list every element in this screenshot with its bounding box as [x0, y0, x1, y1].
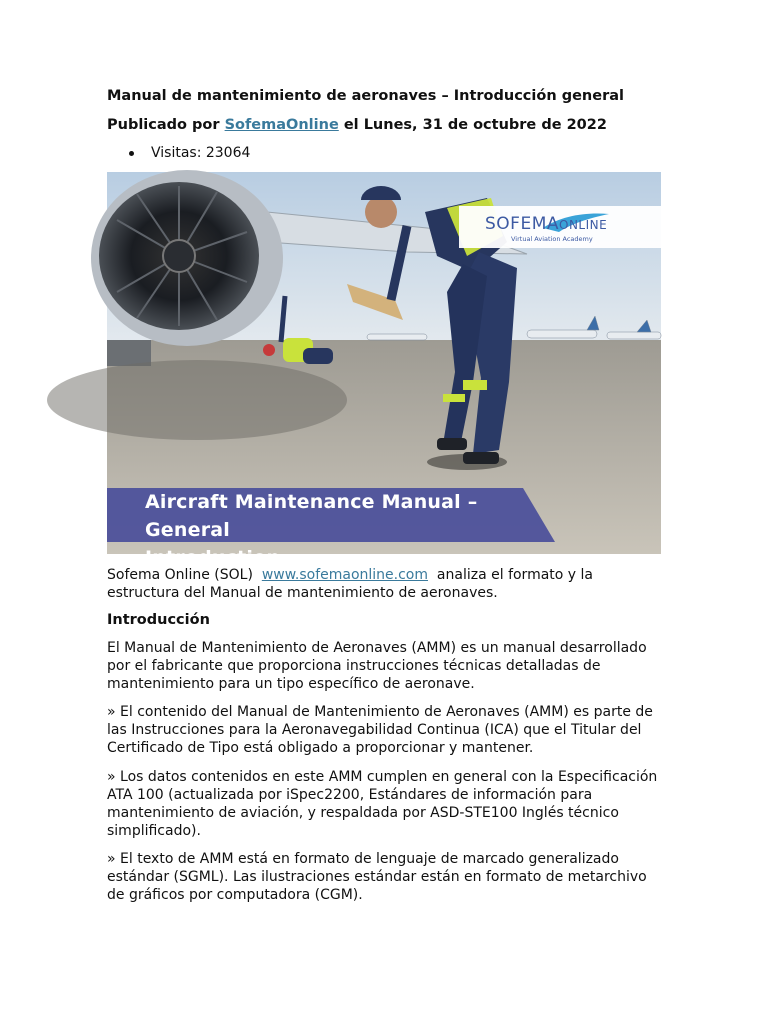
banner-line-1: Aircraft Maintenance Manual – General: [145, 491, 478, 541]
sofema-website-link[interactable]: www.sofemaonline.com: [261, 567, 429, 583]
author-link[interactable]: SofemaOnline: [224, 117, 339, 133]
meta-list: [107, 144, 250, 162]
intro-prefix: Sofema Online (SOL): [107, 567, 253, 583]
paragraph-1: El Manual de Mantenimiento de Aeronaves (AMM) es un manual desarrollado por el fabricante que proporciona instrucciones técnicas detalladas de mantenimiento para un tipo específico de aeronave.: [107, 640, 647, 692]
paragraph-2: » El contenido del Manual de Mantenimiento de Aeronaves (AMM) es parte de las Instrucciones para la Aeronavegabilidad Continua (ICA) que el Titular del Certificado de Tipo está obligado a proporcionar y mantener.: [107, 704, 653, 756]
intro-suffix: analiza el formato y la estructura del Manual de mantenimiento de aeronaves.: [107, 567, 593, 601]
byline: [107, 115, 607, 135]
intro-paragraph: [107, 566, 663, 602]
byline-date: el Lunes, 31 de octubre de 2022: [343, 117, 607, 133]
article-title: Manual de mantenimiento de aeronaves – Introducción general: [107, 88, 624, 104]
paragraph-3: » Los datos contenidos en este AMM cumplen en general con la Especificación ATA 100 (actualizada por iSpec2200, Estándares de información para mantenimiento de aviación, y respaldada por ASD-STE100 Inglés técnico simplificado).: [107, 769, 658, 839]
visits-count: Visitas: 23064: [107, 144, 250, 162]
hero-image: [107, 172, 661, 569]
logo-tagline: Virtual Aviation Academy: [511, 235, 593, 243]
paragraph-4: » El texto de AMM está en formato de lenguaje de marcado generalizado estándar (SGML). Las ilustraciones estándar están en formato de metarchivo de gráficos por computadora (CGM).: [107, 851, 647, 903]
logo-main-text: SOFEMA: [485, 214, 559, 234]
byline-prefix: Publicado por: [107, 117, 220, 133]
logo-suffix: ONLINE: [559, 218, 608, 232]
sofema-logo: [459, 206, 661, 248]
section-heading: Introducción: [107, 612, 210, 628]
banner-line-2: Introduction: [145, 547, 281, 569]
hero-banner-title: [145, 488, 565, 572]
logo-wordmark: [485, 214, 607, 234]
